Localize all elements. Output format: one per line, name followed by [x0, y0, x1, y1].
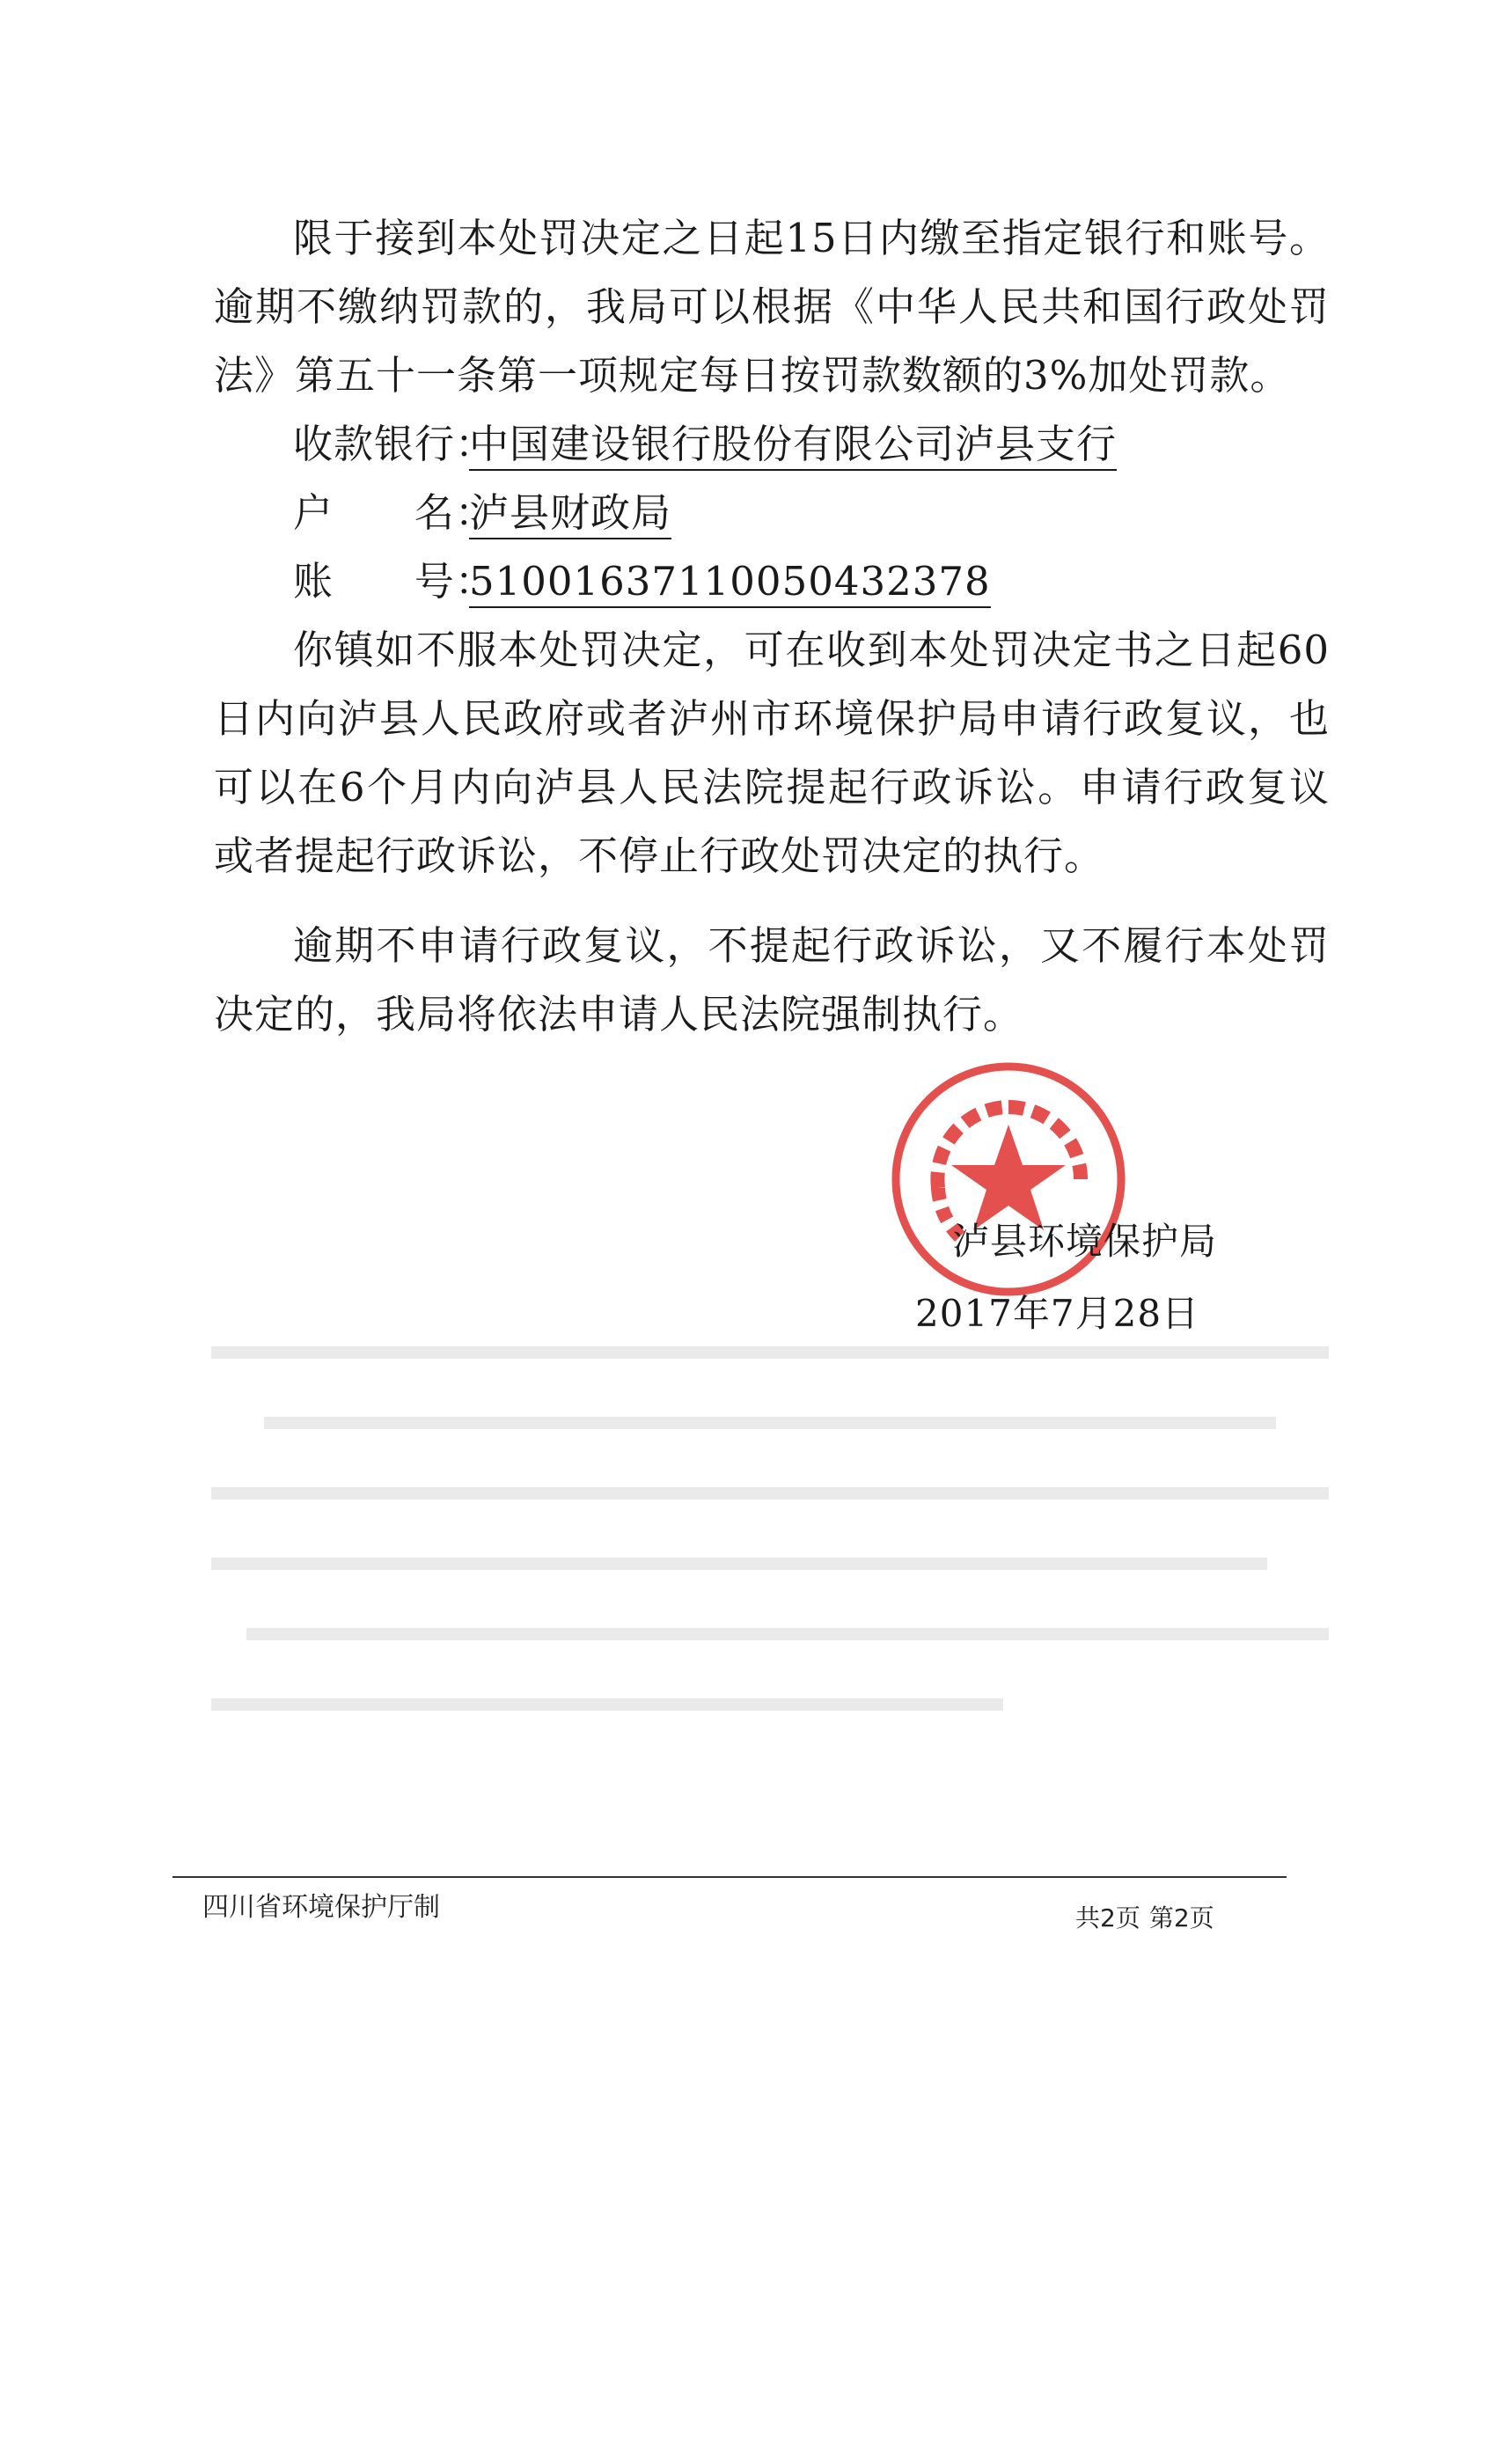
appeal-rights-paragraph: 你镇如不服本处罚决定，可在收到本处罚决定书之日起60日内向泸县人民政府或者泸州市环境保护局申请行政复议，也可以在6个月内向泸县人民法院提起行政诉讼。申请行政复议或者提起行政诉讼，不停止行政处罚决定的执行。 [214, 627, 1330, 879]
total-pages: 共2页 [1075, 1903, 1140, 1932]
bank-row [214, 410, 1330, 479]
account-number-value: 51001637110050432378 [469, 557, 991, 608]
document-body [214, 204, 1330, 1049]
page-counter [1075, 1899, 1214, 1934]
account-number-row [214, 547, 1330, 616]
current-page: 第2页 [1148, 1903, 1214, 1932]
bleed-through-texture [211, 1320, 1329, 1778]
payment-deadline-paragraph: 限于接到本处罚决定之日起15日内缴至指定银行和账号。逾期不缴纳罚款的，我局可以根据《中华人民共和国行政处罚法》第五十一条第一项规定每日按罚款数额的3%加处罚款。 [214, 215, 1330, 399]
bank-value: 中国建设银行股份有限公司泸县支行 [469, 420, 1117, 471]
official-seal-icon [885, 1056, 1132, 1302]
account-number-label: 账 号： [293, 558, 495, 605]
footer-divider [172, 1876, 1287, 1878]
account-name-value: 泸县财政局 [469, 488, 671, 539]
issue-date: 2017年7月28日 [915, 1292, 1200, 1335]
account-name-label: 户 名： [293, 489, 495, 536]
enforcement-paragraph: 逾期不申请行政复议，不提起行政诉讼，又不履行本处罚决定的，我局将依法申请人民法院强制执行。 [214, 922, 1330, 1038]
footer-issuer: 四川省环境保护厅制 [202, 1892, 440, 1923]
issuing-authority: 泸县环境保护局 [952, 1220, 1218, 1263]
bank-label: 收款银行： [293, 421, 496, 467]
account-name-row [214, 479, 1330, 547]
